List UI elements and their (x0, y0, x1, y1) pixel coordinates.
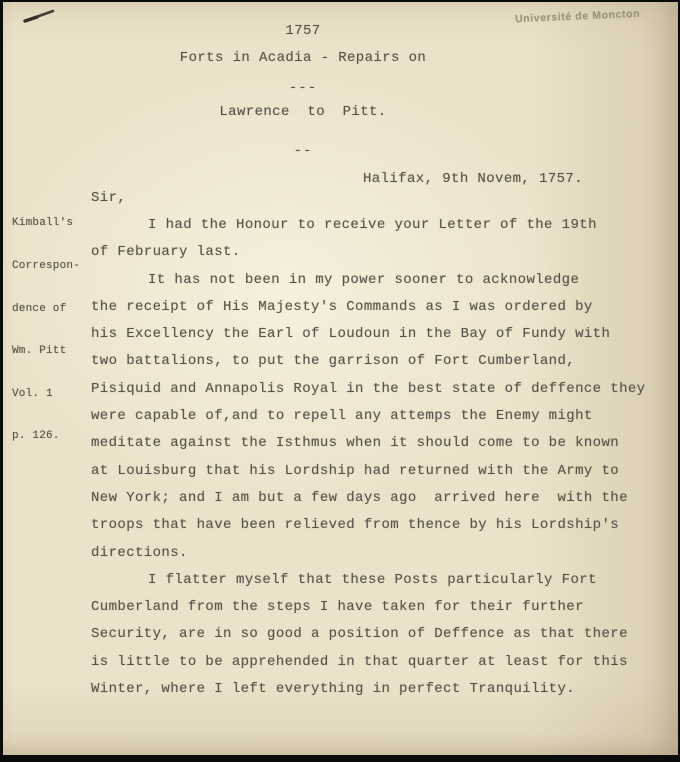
letter-line: were capable of,and to repell any attemps the Enemy might (91, 408, 593, 425)
divider-short: -- (293, 143, 313, 159)
doc-parties: Lawrence to Pitt. (219, 104, 387, 120)
letter-line: Cumberland from the steps I have taken for their further (91, 599, 584, 616)
letter-line: I had the Honour to receive your Letter of the 19th (148, 217, 597, 233)
letter-line: at Louisburg that his Lordship had returned with the Army to (91, 462, 620, 479)
doc-year: 1757 (285, 23, 321, 39)
letter-line: I flatter myself that these Posts particularly Fort (148, 571, 597, 588)
letter-body (91, 217, 666, 708)
letter-line: It has not been in my power sooner to acknowledge (148, 271, 580, 288)
margin-citation-line: p. 126. (12, 430, 60, 443)
doc-subject: Forts in Acadia - Repairs on (179, 50, 427, 66)
letter-line: two battalions, to put the garrison of Fort Cumberland, (91, 353, 576, 370)
letter-line: his Excellency the Earl of Loudoun in the Bay of Fundy with (91, 326, 611, 343)
letter-line: Winter, where I left everything in perfect Tranquility. (91, 681, 576, 698)
letter-line: of February last. (91, 244, 241, 261)
letter-line: is little to be apprehended in that quarter at least for this (91, 653, 628, 670)
letter-line: the receipt of His Majesty's Commands as I was ordered by (91, 298, 593, 315)
letter-line: New York; and I am but a few days ago arrived here with the (91, 489, 628, 506)
letter-line: Pisiquid and Annapolis Royal in the best state of deffence they (91, 380, 646, 397)
margin-citation-line: dence of (12, 302, 67, 315)
letter-line: meditate against the Isthmus when it should come to be known (91, 435, 620, 452)
dateline: Halifax, 9th Novem, 1757. (363, 171, 584, 187)
margin-citation-line: Vol. 1 (12, 387, 53, 400)
letter-line: directions. (91, 544, 188, 561)
margin-citation-line: Wm. Pitt (12, 345, 67, 358)
divider-long: --- (288, 80, 318, 96)
pen-mark (19, 6, 63, 26)
salutation: Sir, (91, 190, 127, 206)
margin-citation (12, 188, 80, 472)
letter-line: troops that have been relieved from thence by his Lordship's (91, 517, 620, 534)
margin-citation-line: Kimball's (12, 217, 74, 230)
margin-citation-line: Correspon- (12, 260, 81, 273)
letter-line: Security, are in so good a position of Deffence as that there (91, 626, 628, 643)
university-stamp: Université de Moncton (514, 7, 641, 26)
